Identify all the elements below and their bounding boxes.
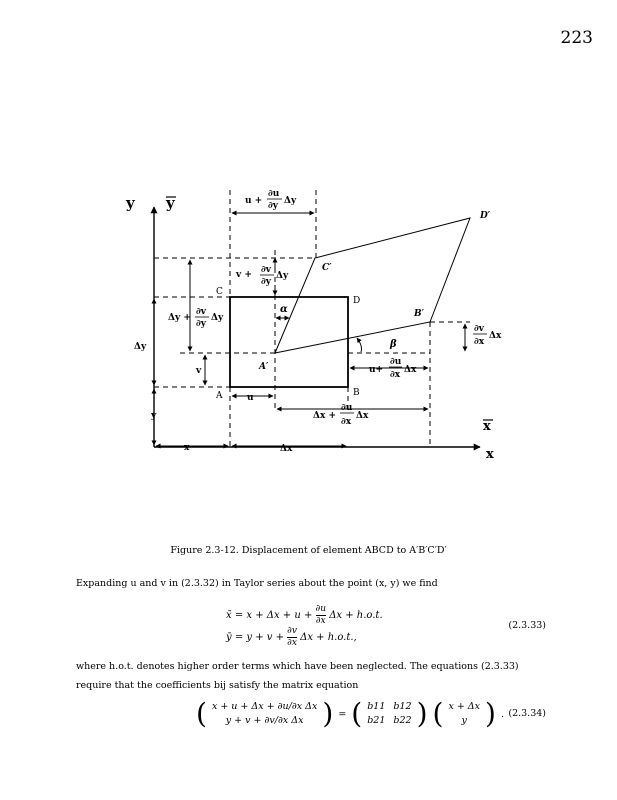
paragraph-expanding: Expanding u and v in (2.3.32) in Taylor series about the point (x, y) we find	[76, 578, 438, 589]
vshift-den: ∂y	[261, 277, 272, 287]
paragraph-where-hot: where h.o.t. denotes higher order terms which have been neglected. The equations (2.3.33) require that the coefficients bij satisfy the matrix equation	[76, 661, 519, 691]
point-bprime-label: B′	[414, 309, 424, 319]
angle-beta-label: β	[390, 339, 397, 350]
page-number: 223	[560, 28, 593, 48]
eq33-line1-frac	[316, 604, 326, 627]
eq33-line2-num: ∂v	[287, 626, 297, 636]
point-b-label: B	[353, 388, 360, 398]
eq33-line2-den: ∂x	[287, 638, 297, 648]
equation-2-3-33-line2	[226, 626, 357, 649]
element-abcd-deformed	[275, 218, 470, 353]
eq34-b11: b11	[367, 701, 386, 712]
eq34-vec1-top: x + u + Δx + ∂u/∂x Δx	[211, 701, 318, 712]
eq33-line1-rhs: Δx + h.o.t.	[329, 610, 383, 621]
angle-alpha-label: α	[280, 304, 288, 315]
axis-x-label: x	[486, 447, 494, 462]
delta-x-label: Δx	[280, 444, 293, 454]
equation-2-3-33-line1	[226, 604, 383, 627]
right-dv-num: ∂v	[474, 324, 485, 334]
beta-arc	[357, 338, 362, 352]
axis-ybar-label: y	[166, 194, 175, 212]
eq33-line1-lhs: x̄ = x + Δx + u +	[226, 610, 313, 621]
vshift-suffix: Δy	[276, 271, 289, 281]
u-plus-prefix: u+	[369, 365, 384, 375]
equation-2-3-34: ( x + u + Δx + ∂u/∂x Δx y + v + ∂v/∂x Δx ) = ( b11 b12 b21 b22 ) ( x + Δx y ) .	[196, 697, 504, 730]
eq34-period: .	[500, 708, 504, 720]
point-dprime-label: D′	[480, 211, 491, 221]
top-width-den: ∂y	[268, 201, 279, 211]
top-width-num: ∂u	[268, 189, 280, 199]
left-height-num: ∂v	[196, 307, 207, 317]
eq34-vec2-bottom: y	[461, 715, 467, 726]
equation-2-3-33-number: (2.3.33)	[508, 620, 546, 631]
eq33-line2-frac	[287, 626, 297, 649]
top-width-prefix: u +	[245, 196, 263, 206]
point-aprime-label: A′	[259, 362, 269, 372]
u-dim-label: u	[247, 393, 254, 403]
top-width-suffix: Δy	[284, 196, 297, 206]
u-plus-num: ∂u	[390, 357, 402, 367]
eq34-b21: b21	[367, 715, 386, 726]
v-label: v	[196, 366, 202, 376]
right-dv-suffix: Δx	[489, 331, 502, 341]
point-a-label: A	[216, 391, 223, 401]
left-height-prefix: Δy +	[168, 313, 191, 323]
axis-y-label: y	[126, 194, 135, 212]
eq34-b12: b12	[393, 701, 412, 712]
eq33-line1-num: ∂u	[315, 604, 326, 614]
u-plus-suffix: Δx	[404, 365, 417, 375]
delta-y-label: Δy	[134, 342, 147, 352]
eq33-line2-lhs: ȳ = y + v +	[226, 632, 284, 643]
eq33-line2-rhs: Δx + h.o.t.,	[300, 632, 357, 643]
point-d-label: D	[353, 296, 361, 306]
dx-plus-den: ∂x	[341, 417, 352, 427]
dx-plus-suffix: Δx	[356, 411, 369, 421]
eq34-b22: b22	[393, 715, 412, 726]
x-dim-label: x	[184, 443, 190, 453]
eq33-line1-den: ∂x	[315, 616, 326, 626]
vshift-num: ∂v	[261, 265, 272, 275]
equation-2-3-34-number: (2.3.34)	[508, 708, 546, 719]
right-dv-den: ∂x	[474, 337, 485, 347]
figure-caption: Figure 2.3-12. Displacement of element ABCD to A′B′C′D′	[170, 545, 447, 556]
u-plus-den: ∂x	[390, 370, 401, 380]
eq34-vec2-top: x + Δx	[448, 701, 481, 712]
dx-plus-prefix: Δx +	[313, 411, 337, 421]
left-height-den: ∂y	[196, 319, 207, 329]
eq34-equals: =	[338, 708, 347, 720]
vshift-prefix: v +	[236, 270, 252, 280]
dx-plus-num: ∂u	[341, 403, 353, 413]
eq34-vec1-bottom: y + v + ∂v/∂x Δx	[225, 715, 304, 726]
point-c-label: C	[216, 287, 223, 297]
point-cprime-label: C′	[322, 263, 332, 273]
y-dim-label: y	[151, 411, 157, 421]
axis-xbar-label: x	[483, 419, 491, 434]
left-height-suffix: Δy	[211, 313, 224, 323]
